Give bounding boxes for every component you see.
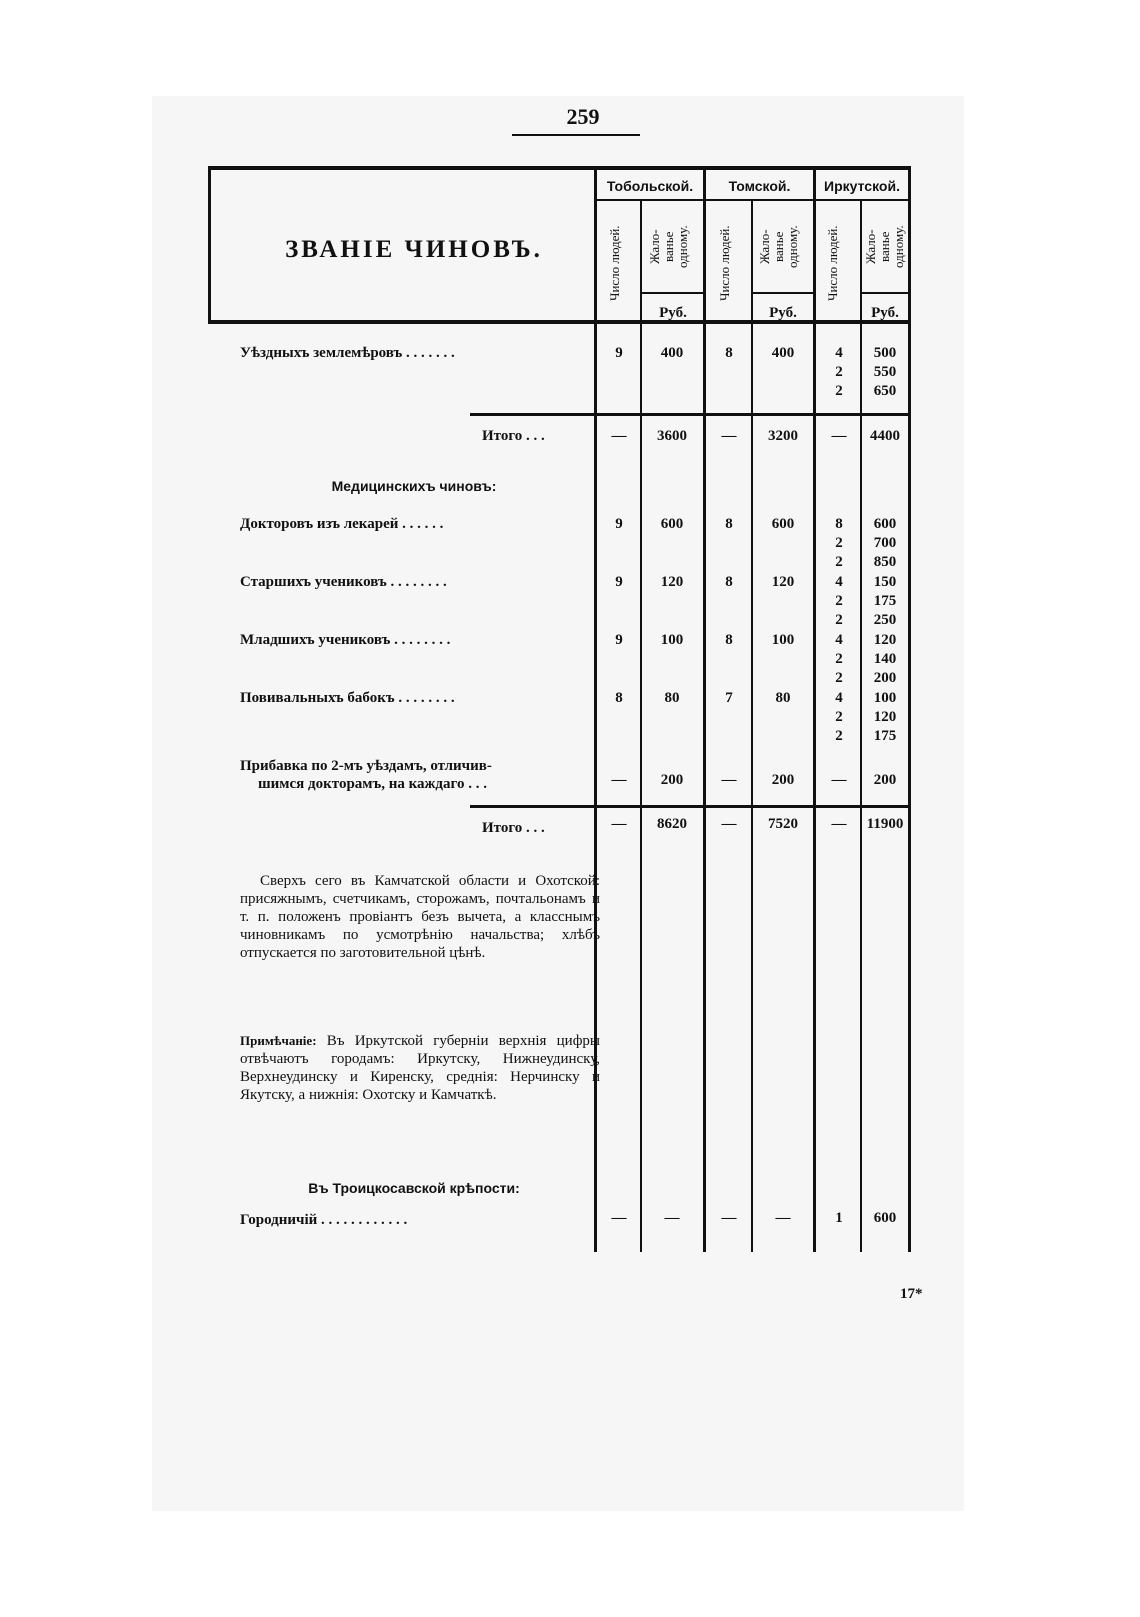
row-label-midwives: Повивальныхъ бабокъ . . . . . . . . <box>240 690 455 706</box>
cell-tom-s: 600 <box>771 516 795 532</box>
cell-irk-s: 700 <box>873 535 897 551</box>
cell-tob-n: 9 <box>615 632 623 648</box>
tob-currency: Руб. <box>659 305 687 321</box>
cell-tom-s: 100 <box>771 632 795 648</box>
cell-irk-n: 1 <box>835 1210 843 1226</box>
cell-irk-s: 120 <box>873 709 897 725</box>
cell-tob-n: 8 <box>615 690 623 706</box>
gov-tobolsk: Тобольской. <box>606 178 694 194</box>
sum-rule-2 <box>470 805 910 808</box>
irk-currency: Руб. <box>871 305 899 321</box>
cell-irk-s: 100 <box>873 690 897 706</box>
cell-irk-s: 200 <box>873 670 897 686</box>
cell-tob-s: 3600 <box>657 428 687 444</box>
rub-rule-tob <box>640 292 705 294</box>
row-label-doctors: Докторовъ изъ лекарей . . . . . . <box>240 516 444 532</box>
table-right-rule <box>908 166 911 1252</box>
cell-irk-s: 140 <box>873 651 897 667</box>
cell-tob-s: 120 <box>660 574 684 590</box>
cell-tob-n: — <box>611 772 627 788</box>
row-label-bonus: Прибавка по 2-мъ уѣздамъ, отличив- <box>240 758 492 774</box>
cell-irk-s: 850 <box>873 554 897 570</box>
col-rule-tom-inner <box>751 200 753 1252</box>
row-label-bonus-cont: шимся докторамъ, на каждаго . . . <box>258 776 487 792</box>
cell-irk-s: 550 <box>873 364 897 380</box>
cell-tom-n: 8 <box>725 632 733 648</box>
cell-irk-n: 2 <box>835 651 843 667</box>
cell-tom-n: 7 <box>725 690 733 706</box>
cell-tom-s: — <box>775 1210 791 1226</box>
cell-tob-s: 100 <box>660 632 684 648</box>
cell-tom-n: — <box>721 772 737 788</box>
cell-irk-n: 2 <box>835 728 843 744</box>
cell-irk-s: 650 <box>873 383 897 399</box>
cell-irk-n: 2 <box>835 593 843 609</box>
row-label-junior-students: Младшихъ учениковъ . . . . . . . . <box>240 632 451 648</box>
cell-irk-n: — <box>831 428 847 444</box>
cell-tom-s: 120 <box>771 574 795 590</box>
cell-irk-s: 4400 <box>870 428 900 444</box>
subtotal-label: Итого . . . <box>482 428 545 444</box>
rub-rule-irk <box>860 292 910 294</box>
cell-irk-n: — <box>831 816 847 832</box>
cell-irk-n: 2 <box>835 709 843 725</box>
cell-irk-n: 2 <box>835 383 843 399</box>
cell-irk-s: 600 <box>873 1210 897 1226</box>
cell-irk-s: 250 <box>873 612 897 628</box>
cell-irk-n: 2 <box>835 554 843 570</box>
cell-tom-n: — <box>721 1210 737 1226</box>
cell-tob-n: 9 <box>615 574 623 590</box>
cell-tom-s: 400 <box>771 345 795 361</box>
cell-tob-n: — <box>611 816 627 832</box>
cell-irk-n: 2 <box>835 670 843 686</box>
irk-salary-label: Жало- ванье одному. <box>863 225 906 269</box>
cell-tom-n: — <box>721 428 737 444</box>
tom-people-label: Число людей. <box>717 225 732 301</box>
cell-irk-n: 2 <box>835 612 843 628</box>
cell-irk-s: 500 <box>873 345 897 361</box>
page-number-rule <box>512 134 640 136</box>
cell-tom-n: 8 <box>725 516 733 532</box>
note-text: Въ Иркутской губерніи верхнія цифры отвѣчаютъ городамъ: Иркутску, Нижнеудинску, Верхнеудинску и Киренску, среднія: Нерчинску и Якутску, а нижнія: Охотску и Камчаткѣ. <box>240 1033 600 1103</box>
col-rule-tob-tom <box>703 166 706 1252</box>
irk-people-label: Число людей. <box>825 225 840 301</box>
cell-tob-s: 200 <box>660 772 684 788</box>
table-top-rule <box>208 166 910 170</box>
rub-rule-tom <box>751 292 815 294</box>
section-heading-medical: Медицинскихъ чиновъ: <box>331 478 497 494</box>
cell-irk-n: 4 <box>835 690 843 706</box>
cell-tom-s: 3200 <box>768 428 798 444</box>
cell-tob-n: 9 <box>615 516 623 532</box>
cell-irk-n: 4 <box>835 574 843 590</box>
cell-tom-s: 80 <box>775 690 791 706</box>
cell-tob-s: — <box>664 1210 680 1226</box>
sum-rule-1 <box>470 413 910 416</box>
signature-mark: 17* <box>900 1286 923 1302</box>
cell-tom-n: 8 <box>725 345 733 361</box>
cell-tob-n: — <box>611 428 627 444</box>
cell-tob-n: — <box>611 1210 627 1226</box>
cell-irk-n: 4 <box>835 632 843 648</box>
note-irkutsk <box>240 1032 600 1104</box>
cell-irk-n: 8 <box>835 516 843 532</box>
cell-tom-n: 8 <box>725 574 733 590</box>
tob-salary-label: Жало- ванье одному. <box>647 225 690 269</box>
note-kamchatka: Сверхъ сего въ Камчатской области и Охотской: присяжнымъ, счетчикамъ, сторожамъ, почтальонамъ и т. п. положенъ провіантъ безъ вычета, а класснымъ чиновникамъ по усмотрѣнію начальства; хлѣбъ отпускается по заготовительной цѣнѣ. <box>240 873 600 961</box>
page-scan <box>152 96 964 1511</box>
tom-salary-label: Жало- ванье одному. <box>757 225 800 269</box>
cell-irk-s: 11900 <box>866 816 904 832</box>
note-label: Примѣчаніе: <box>240 1033 317 1048</box>
col-rule-tom-irk <box>813 166 816 1252</box>
tom-currency: Руб. <box>769 305 797 321</box>
gov-tomsk: Томской. <box>728 178 791 194</box>
tob-people-label: Число людей. <box>607 225 622 301</box>
cell-tom-s: 7520 <box>768 816 798 832</box>
cell-irk-s: 175 <box>873 728 897 744</box>
cell-tob-s: 8620 <box>657 816 687 832</box>
cell-irk-n: 2 <box>835 535 843 551</box>
gov-header-rule <box>594 199 910 201</box>
table-left-rule <box>208 166 211 324</box>
cell-irk-n: 2 <box>835 364 843 380</box>
cell-irk-s: 150 <box>873 574 897 590</box>
page-number: 259 <box>566 104 600 129</box>
cell-irk-s: 120 <box>873 632 897 648</box>
row-label-gorodnichiy: Городничій . . . . . . . . . . . . <box>240 1212 408 1228</box>
column-title: ЗВАНІЕ ЧИНОВЪ. <box>285 236 543 263</box>
cell-irk-n: 4 <box>835 345 843 361</box>
cell-tob-s: 600 <box>660 516 684 532</box>
gov-irkutsk: Иркутской. <box>824 178 900 194</box>
section-heading-fortress: Въ Троицкосавской крѣпости: <box>308 1180 520 1196</box>
cell-tob-n: 9 <box>615 345 623 361</box>
cell-irk-n: — <box>831 772 847 788</box>
total-label: Итого . . . <box>482 820 545 836</box>
cell-tob-s: 400 <box>660 345 684 361</box>
cell-irk-s: 175 <box>873 593 897 609</box>
cell-tob-s: 80 <box>664 690 680 706</box>
row-label-senior-students: Старшихъ учениковъ . . . . . . . . <box>240 574 447 590</box>
cell-irk-s: 200 <box>873 772 897 788</box>
cell-tom-s: 200 <box>771 772 795 788</box>
cell-irk-s: 600 <box>873 516 897 532</box>
cell-tom-n: — <box>721 816 737 832</box>
row-label-surveyors: Уѣздныхъ землемѣровъ . . . . . . . <box>240 345 455 361</box>
